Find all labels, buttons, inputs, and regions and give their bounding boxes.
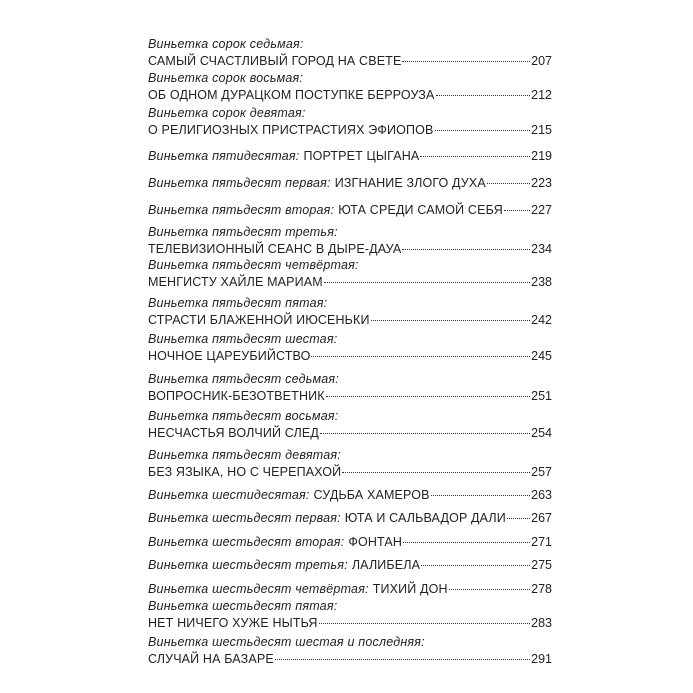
toc-entry-prefix: Виньетка шестьдесят четвёртая: xyxy=(148,582,369,596)
toc-entry-page-number: 212 xyxy=(531,88,552,102)
toc-entry xyxy=(148,486,552,504)
toc-entry-title: ТИХИЙ ДОН xyxy=(372,582,448,596)
toc-entry-prefix: Виньетка пятьдесят третья: xyxy=(148,225,338,239)
toc-entry-prefix: Виньетка пятьдесят первая: xyxy=(148,176,331,190)
leader-dots xyxy=(320,432,530,434)
toc-entry-title: НЕСЧАСТЬЯ ВОЛЧИЙ СЛЕД xyxy=(148,426,320,440)
toc-entry-page-number: 271 xyxy=(531,535,552,549)
leader-dots xyxy=(326,395,530,397)
toc-entry-prefix: Виньетка пятьдесят восьмая: xyxy=(148,409,339,423)
toc-entry-page-number: 227 xyxy=(531,203,552,217)
toc-entry-page-number: 267 xyxy=(531,511,552,525)
toc-entry xyxy=(148,224,552,258)
toc-entry xyxy=(148,371,552,405)
leader-dots xyxy=(504,209,530,211)
toc-entry-title: САМЫЙ СЧАСТЛИВЫЙ ГОРОД НА СВЕТЕ xyxy=(148,54,402,68)
leader-dots xyxy=(487,182,530,184)
toc-entry xyxy=(148,580,552,598)
toc-entry-title: ЮТА СРЕДИ САМОЙ СЕБЯ xyxy=(338,203,503,217)
toc-entry-prefix: Виньетка шестьдесят шестая и последняя: xyxy=(148,635,425,649)
toc-entry-title: СЛУЧАЙ НА БАЗАРЕ xyxy=(148,652,274,666)
toc-entry-page-number: 234 xyxy=(531,242,552,256)
toc-entry-prefix: Виньетка пятьдесят четвёртая: xyxy=(148,258,359,272)
toc-entry xyxy=(148,70,552,104)
toc-entry-page-number: 291 xyxy=(531,652,552,666)
toc-entry-page-number: 223 xyxy=(531,176,552,190)
toc-entry xyxy=(148,556,552,574)
toc-entry-page-number: 257 xyxy=(531,465,552,479)
toc-entry-title: МЕНГИСТУ ХАЙЛЕ МАРИАМ xyxy=(148,275,323,289)
toc-entry-page-number: 245 xyxy=(531,349,552,363)
leader-dots xyxy=(324,281,530,283)
toc-entry-prefix: Виньетка шестьдесят пятая: xyxy=(148,599,338,613)
toc-entry-title: БЕЗ ЯЗЫКА, НО С ЧЕРЕПАХОЙ xyxy=(148,465,342,479)
toc-entry xyxy=(148,509,552,527)
leader-dots xyxy=(311,355,530,357)
toc-entry-prefix: Виньетка шестьдесят вторая: xyxy=(148,535,345,549)
toc-entry-title: ЛАЛИБЕЛА xyxy=(351,558,421,572)
toc-entry xyxy=(148,295,552,329)
toc-entry-prefix: Виньетка пятьдесят пятая: xyxy=(148,296,328,310)
leader-dots xyxy=(402,60,530,62)
leader-dots xyxy=(507,517,530,519)
toc-entry xyxy=(148,598,552,632)
leader-dots xyxy=(403,541,530,543)
leader-dots xyxy=(421,564,530,566)
toc-entry-prefix: Виньетка шестидесятая: xyxy=(148,488,310,502)
table-of-contents xyxy=(148,31,552,667)
toc-entry-prefix: Виньетка сорок девятая: xyxy=(148,106,306,120)
toc-entry-page-number: 283 xyxy=(531,616,552,630)
leader-dots xyxy=(435,129,531,131)
leader-dots xyxy=(319,622,531,624)
toc-entry-title: СУДЬБА ХАМЕРОВ xyxy=(313,488,430,502)
toc-entry xyxy=(148,447,552,481)
toc-entry-page-number: 263 xyxy=(531,488,552,502)
toc-entry-title: ЮТА И САЛЬВАДОР ДАЛИ xyxy=(344,511,506,525)
toc-entry-page-number: 238 xyxy=(531,275,552,289)
toc-entry-title: НОЧНОЕ ЦАРЕУБИЙСТВО xyxy=(148,349,311,363)
toc-entry-title: СТРАСТИ БЛАЖЕННОЙ ИЮСЕНЬКИ xyxy=(148,313,370,327)
toc-entry-prefix: Виньетка пятидесятая: xyxy=(148,149,300,163)
leader-dots xyxy=(436,94,531,96)
toc-entry-title: ТЕЛЕВИЗИОННЫЙ СЕАНС В ДЫРЕ-ДАУА xyxy=(148,242,402,256)
toc-entry-page-number: 219 xyxy=(531,149,552,163)
leader-dots xyxy=(449,588,530,590)
toc-entry xyxy=(148,105,552,139)
toc-entry-page-number: 242 xyxy=(531,313,552,327)
toc-entry xyxy=(148,257,552,291)
toc-entry-page-number: 254 xyxy=(531,426,552,440)
leader-dots xyxy=(431,494,531,496)
toc-entry-page-number: 275 xyxy=(531,558,552,572)
toc-entry-page-number: 215 xyxy=(531,123,552,137)
toc-entry xyxy=(148,408,552,442)
toc-entry xyxy=(148,634,552,668)
leader-dots xyxy=(371,319,531,321)
toc-entry xyxy=(148,201,552,219)
toc-entry-title: НЕТ НИЧЕГО ХУЖЕ НЫТЬЯ xyxy=(148,616,318,630)
toc-entry xyxy=(148,533,552,551)
toc-entry-page-number: 278 xyxy=(531,582,552,596)
toc-entry-prefix: Виньетка сорок седьмая: xyxy=(148,37,304,51)
toc-entry-title: О РЕЛИГИОЗНЫХ ПРИСТРАСТИЯХ ЭФИОПОВ xyxy=(148,123,434,137)
leader-dots xyxy=(275,658,530,660)
leader-dots xyxy=(402,248,530,250)
toc-entry xyxy=(148,331,552,365)
toc-entry-title: ПОРТРЕТ ЦЫГАНА xyxy=(303,149,420,163)
toc-entry-title: ОБ ОДНОМ ДУРАЦКОМ ПОСТУПКЕ БЕРРОУЗА xyxy=(148,88,435,102)
toc-entry-prefix: Виньетка пятьдесят шестая: xyxy=(148,332,338,346)
toc-entry-title: ВОПРОСНИК-БЕЗОТВЕТНИК xyxy=(148,389,325,403)
toc-entry-prefix: Виньетка шестьдесят первая: xyxy=(148,511,341,525)
toc-entry-title: ФОНТАН xyxy=(348,535,403,549)
toc-entry-prefix: Виньетка пятьдесят девятая: xyxy=(148,448,341,462)
toc-entry xyxy=(148,36,552,70)
leader-dots xyxy=(342,471,530,473)
toc-entry-title: ИЗГНАНИЕ ЗЛОГО ДУХА xyxy=(334,176,486,190)
toc-entry-page-number: 207 xyxy=(531,54,552,68)
toc-entry-prefix: Виньетка сорок восьмая: xyxy=(148,71,304,85)
toc-entry-page-number: 251 xyxy=(531,389,552,403)
toc-entry-prefix: Виньетка пятьдесят седьмая: xyxy=(148,372,339,386)
toc-entry xyxy=(148,147,552,165)
toc-entry xyxy=(148,174,552,192)
leader-dots xyxy=(420,155,530,157)
toc-entry-prefix: Виньетка пятьдесят вторая: xyxy=(148,203,335,217)
toc-entry-prefix: Виньетка шестьдесят третья: xyxy=(148,558,348,572)
